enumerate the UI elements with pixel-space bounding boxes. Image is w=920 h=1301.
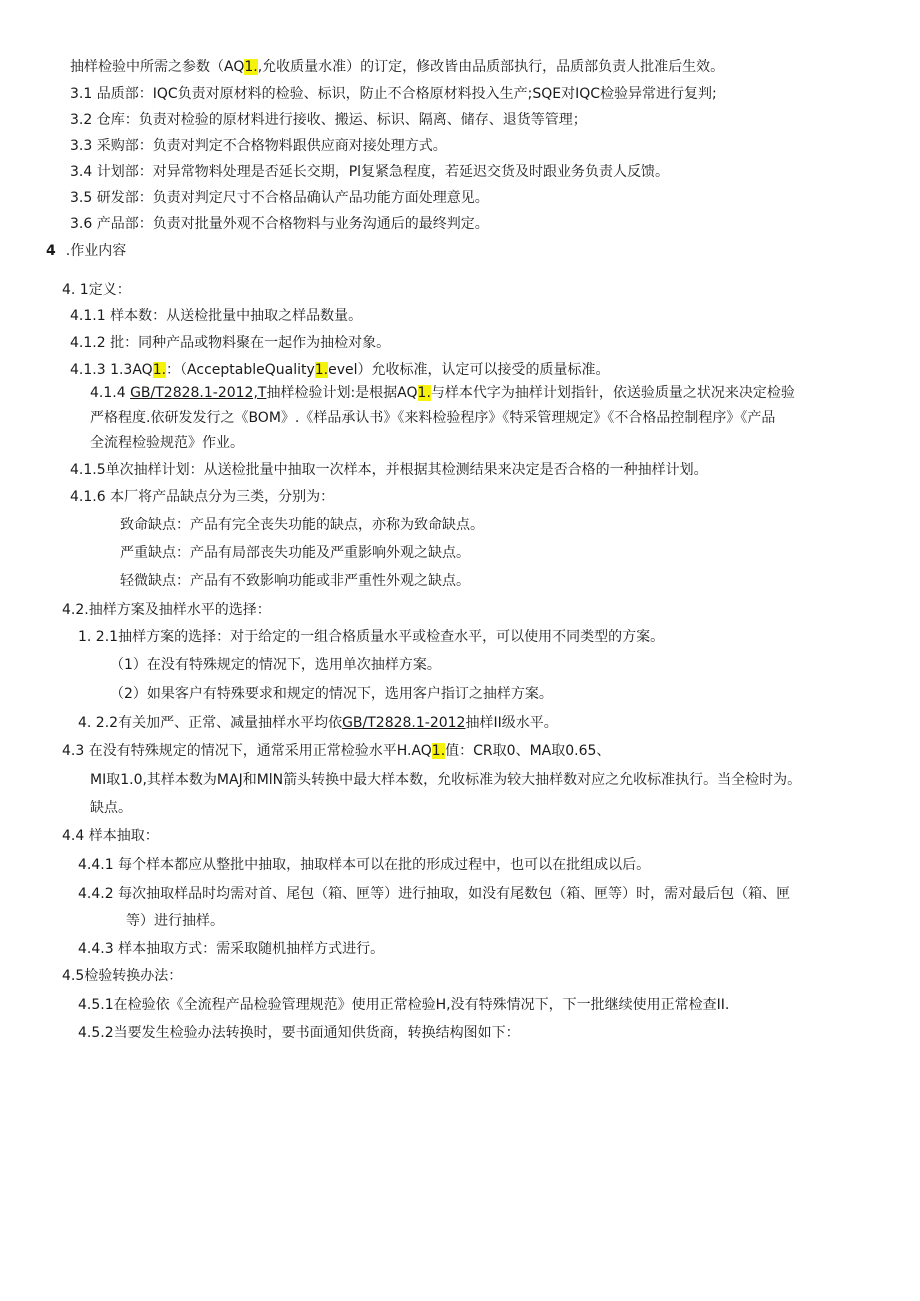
paragraph: 1. 2.1抽样方案的选择：对于给定的一组合格质量水平或检查水平，可以使用不同类型的方案。 — [78, 629, 665, 645]
text-segment: 4.3 在没有特殊规定的情况下，通常采用正常检验水平H.AQ — [62, 743, 432, 759]
text-segment: ,允收质量水准）的订定，修改皆由品质部执行，品质部负责人批准后生效。 — [257, 59, 725, 75]
section-title: .作业内容 — [65, 243, 127, 259]
paragraph: 4.4.3 样本抽取方式：需采取随机抽样方式进行。 — [78, 941, 385, 957]
text-segment: 与样本代字为抽样计划指针，依送验质量之状况来决定检验 — [430, 385, 795, 401]
standard-reference: GB/T2828.1-2012,T — [130, 385, 267, 401]
section-number: 4 — [46, 243, 56, 259]
definition-heading: 4. 1定义： — [62, 282, 131, 298]
defect-class-major: 严重缺点：产品有局部丧失功能及严重影响外观之缺点。 — [120, 545, 470, 561]
highlighted-text: 1. — [431, 743, 446, 759]
text-segment: 抽样检验计划:是根据AQ — [266, 385, 418, 401]
section-heading — [46, 241, 126, 261]
definition-item — [90, 383, 795, 403]
text-segment: 抽样检验中所需之参数（AQ — [70, 59, 245, 75]
paragraph: 4.5.1在检验依《全流程产品检验管理规范》使用正常检验H,没有特殊情况下，下一批继续使用正常检查II. — [78, 997, 730, 1013]
text-segment: evel）允收标准，认定可以接受的质量标准。 — [328, 362, 610, 378]
paragraph-continuation: MI取1.0,其样本数为MAJ和MlN箭头转换中最大样本数，允收标准为较大抽样数对应之允收标准执行。当全检时为。 — [90, 772, 802, 788]
subsection-heading: 4.2.抽样方案及抽样水平的选择： — [62, 602, 271, 618]
paragraph — [78, 713, 558, 733]
defect-class-minor: 轻微缺点：产品有不致影响功能或非严重性外观之缺点。 — [120, 573, 470, 589]
text-segment: 抽样II级水平。 — [465, 715, 558, 731]
highlighted-text: 1. — [244, 59, 258, 75]
definition-item: 4.1.2 批：同种产品或物料聚在一起作为抽检对象。 — [70, 335, 391, 351]
text-segment: 值：CR取0、MA取0.65、 — [445, 743, 611, 759]
list-item: （2）如果客户有特殊要求和规定的情况下，选用客户指订之抽样方案。 — [110, 686, 553, 702]
subsection-heading: 4.4 样本抽取： — [62, 828, 159, 844]
duty-quality: 3.1 品质部：IQC负责对原材料的检验、标识，防止不合格原材料投入生产;SQE对IQC检验异常进行复判; — [70, 86, 717, 102]
definition-item: 4.1.5单次抽样计划：从送检批量中抽取一次样本，并根据其检测结果来决定是否合格的一种抽样计划。 — [70, 462, 708, 478]
highlighted-text: 1. — [417, 385, 431, 401]
paragraph: 4.4.2 每次抽取样品时均需对首、尾包（箱、匣等）进行抽取，如没有尾数包（箱、匣等）时，需对最后包（箱、匣 — [78, 886, 791, 902]
highlighted-text: 1. — [152, 362, 167, 378]
duty-purchasing: 3.3 采购部：负责对判定不合格物料跟供应商对接处理方式。 — [70, 138, 447, 154]
standard-reference: GB/T2828.1-2012 — [342, 715, 466, 731]
text-segment: 4.1.3 1.3AQ — [70, 362, 153, 378]
definition-item: 4.1.6 本厂将产品缺点分为三类，分别为： — [70, 489, 335, 505]
duty-product: 3.6 产品部：负责对批量外观不合格物料与业务沟通后的最终判定。 — [70, 216, 489, 232]
definition-item: 4.1.1 样本数：从送检批量中抽取之样品数量。 — [70, 308, 363, 324]
intro-paragraph — [70, 57, 724, 77]
subsection-heading: 4.5检验转换办法： — [62, 968, 183, 984]
paragraph: 4.5.2当要发生检验办法转换时，要书面通知供货商，转换结构图如下： — [78, 1025, 520, 1041]
paragraph — [62, 741, 610, 761]
highlighted-text: 1. — [314, 362, 329, 378]
definition-item — [70, 360, 610, 380]
definition-continuation: 严格程度.依研发发行之《BOM》.《样品承认书》《来料检验程序》《特采管理规定》《不合格品控制程序》《产品 — [90, 410, 776, 426]
paragraph: 4.4.1 每个样本都应从整批中抽取，抽取样本可以在批的形成过程中，也可以在批组成以后。 — [78, 857, 651, 873]
defect-class-critical: 致命缺点：产品有完全丧失功能的缺点，亦称为致命缺点。 — [120, 517, 484, 533]
definition-continuation: 全流程检验规范》作业。 — [90, 435, 244, 451]
list-item: （1）在没有特殊规定的情况下，选用单次抽样方案。 — [110, 657, 441, 673]
text-segment: ：（AcceptableQuality — [166, 362, 315, 378]
duty-rd: 3.5 研发部：负责对判定尺寸不合格品确认产品功能方面处理意见。 — [70, 190, 489, 206]
duty-warehouse: 3.2 仓库：负责对检验的原材料进行接收、搬运、标识、隔离、储存、退货等管理； — [70, 112, 587, 128]
text-segment: 4. 2.2有关加严、正常、减量抽样水平均依 — [78, 715, 343, 731]
paragraph-continuation: 等）进行抽样。 — [126, 913, 224, 929]
duty-planning: 3.4 计划部：对异常物料处理是否延长交期，Pl复紧急程度，若延迟交货及时跟业务负责人反馈。 — [70, 164, 670, 180]
text-segment: 4.1.4 — [90, 385, 131, 401]
paragraph-continuation: 缺点。 — [90, 800, 132, 816]
